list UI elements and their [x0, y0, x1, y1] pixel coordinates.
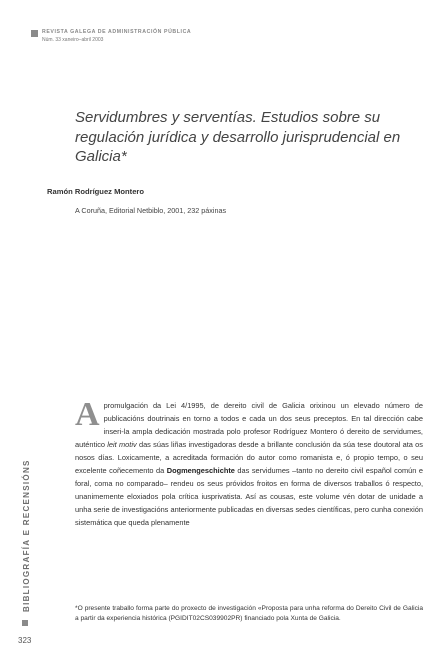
drop-cap: A	[75, 396, 100, 433]
body-paragraph	[75, 396, 423, 529]
body-italic-term: leit motiv	[107, 440, 137, 450]
body-text-part-2: das súas liñas investigadoras desde a brillante conclusión da súa tese doutoral ata os nosos días. Loxicamente, a acreditada formación do autor como romanista e, ó propio tempo, o seu excelente coñecemento da	[75, 440, 423, 476]
author-name: Ramón Rodríguez Montero	[47, 187, 145, 196]
body-text-part-1: promulgación da Lei 4/1995, de dereito civil de Galicia orixinou un elevado número de publicacións doutrinais en torno a todos e cada un dos seus preceptos. En tal dirección cabe inseri-la ampla dedicación mostrada polo profesor Rodríguez Montero ó dereito de servidumes, auténtico	[75, 401, 423, 450]
body-bold-term: Dogmengeschichte	[166, 466, 235, 476]
review-title: Servidumbres y serventías. Estudios sobre su regulación jurídica y desarrollo jurisprudencial en Galicia*	[75, 109, 401, 165]
page-number: 323	[18, 636, 32, 645]
section-side-label: BIBLIOGRAFÍA E RECENSIÓNS	[22, 459, 31, 612]
body-text-part-3: das servidumes –tanto no dereito civil español común e foral, coma no comparado– rendeu os seus próvidos froitos en forma de diversos traballos ó respecto, unanimemente eloxiados pola crítica iusprivatista. Así as cousas, este volume vén dotar de unidade a unha serie de investigacións anteriormente publicadas en diversas sedes científicas, pero cunha conexión sistemática que queda plenamente	[75, 466, 423, 528]
journal-name: REVISTA GALEGA DE ADMINISTRACIÓN PÚBLICA	[42, 29, 192, 35]
bibliographic-info: A Coruña, Editorial Netbiblo, 2001, 232 páxinas	[75, 206, 227, 215]
header-square-icon	[31, 30, 38, 37]
side-square-icon	[22, 620, 28, 626]
issue-info: Núm. 33 xaneiro–abril 2003	[42, 37, 104, 43]
footnote: *O presente traballo forma parte do proxecto de investigación «Proposta para unha reforma do Dereito Civil de Galicia a partir da experiencia histórica (PGIDIT02CS039902PR) financiado pola Xunta de Galicia.	[75, 605, 423, 622]
